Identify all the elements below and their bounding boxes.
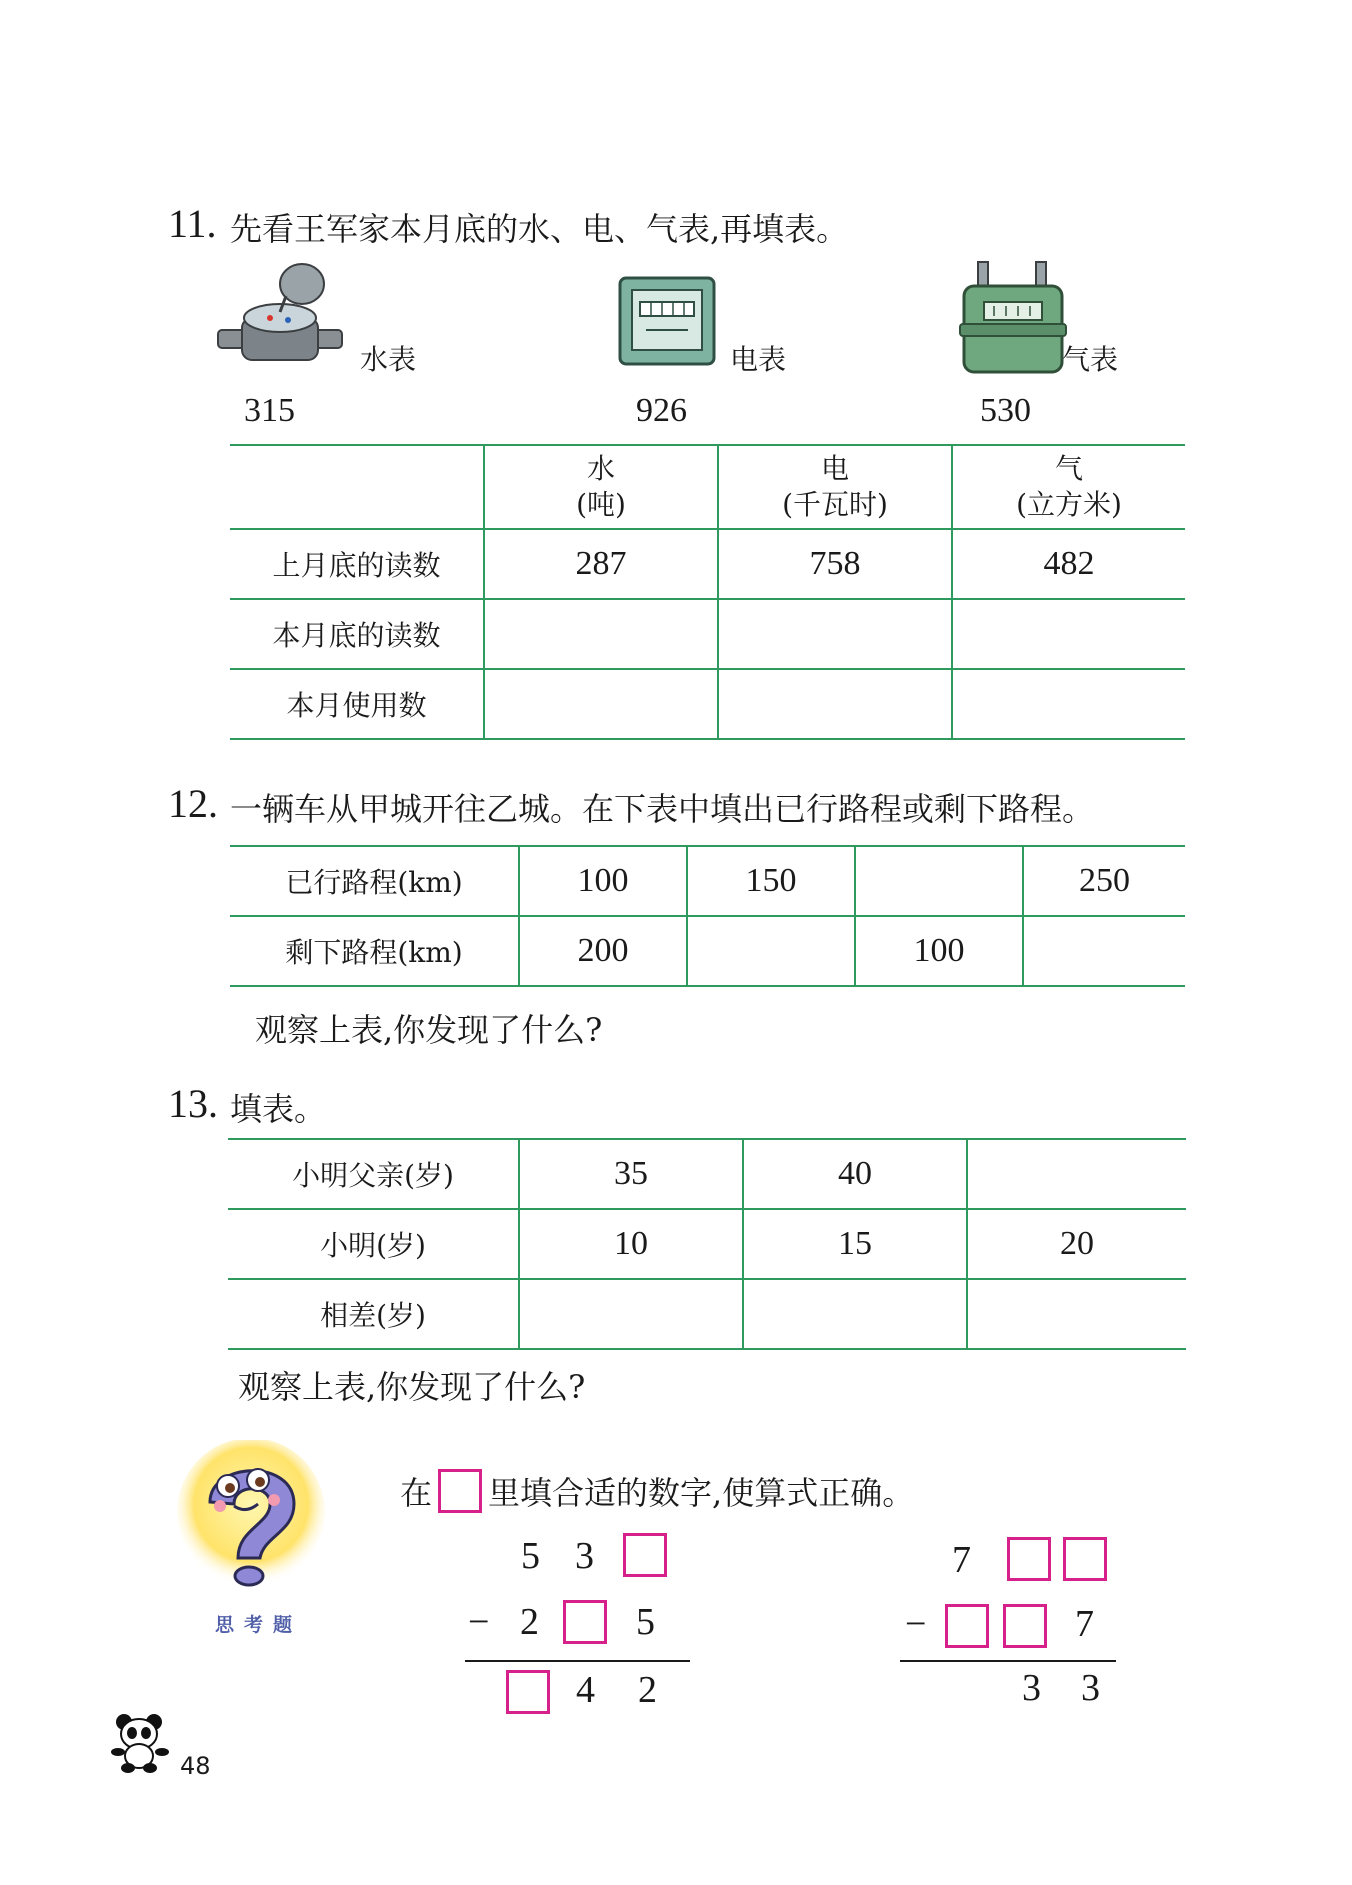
q11-table: [230, 444, 1185, 740]
q12-cell[interactable]: [687, 916, 855, 986]
q13-row-label: 小明父亲(岁): [228, 1139, 519, 1209]
right-mid-answer-box[interactable]: [1003, 1604, 1047, 1648]
example-answer-box: [438, 1469, 482, 1513]
q11-col-electric: [718, 445, 952, 529]
q12-text: 一辆车从甲城开往乙城。在下表中填出已行路程或剩下路程。: [230, 790, 1095, 828]
q11-row-usage: [230, 669, 1185, 739]
q13-cell[interactable]: 40: [743, 1139, 967, 1209]
left-mid-answer-box[interactable]: [563, 1600, 607, 1644]
q13-row-difference: [228, 1279, 1186, 1349]
q12-cell[interactable]: [855, 846, 1023, 916]
q12-row-label: 已行路程(km): [230, 846, 519, 916]
electric-meter-label: 电表: [730, 343, 787, 376]
right-mid-digit: 7: [1075, 1603, 1094, 1645]
q11-col-gas-unit: (立方米): [1016, 488, 1122, 521]
q11-col-electric-unit: (千瓦时): [782, 488, 888, 521]
q12-cell[interactable]: 100: [519, 846, 687, 916]
puzzle-instruction: [400, 1468, 914, 1514]
right-top-answer-box[interactable]: [1007, 1537, 1051, 1581]
electric-meter-reading: 926: [636, 392, 687, 429]
left-sum-line: [465, 1660, 690, 1662]
water-meter-icon: [214, 262, 346, 372]
q11-text: 先看王军家本月底的水、电、气表,再填表。: [230, 210, 849, 248]
left-top-answer-box[interactable]: [623, 1533, 667, 1577]
right-result-digit: 3: [1081, 1667, 1100, 1709]
q13-row-label: 小明(岁): [228, 1209, 519, 1279]
q11-col-gas-name: 气: [1054, 452, 1083, 485]
q11-cell[interactable]: 482: [952, 529, 1185, 599]
left-minus-sign: −: [468, 1601, 490, 1643]
gas-meter-icon: [958, 260, 1068, 378]
q11-row-this-month: [230, 599, 1185, 669]
q11-cell[interactable]: 758: [718, 529, 952, 599]
q11-answer-cell[interactable]: [952, 669, 1185, 739]
q13-answer-cell[interactable]: [743, 1279, 967, 1349]
thinking-question-badge: 思考题: [215, 1614, 303, 1636]
q12-row-traveled: [230, 846, 1185, 916]
right-top-digit: 7: [952, 1539, 971, 1581]
q13-cell[interactable]: 10: [519, 1209, 743, 1279]
question-mark-mascot-icon: [176, 1440, 326, 1606]
q11-answer-cell[interactable]: [484, 599, 718, 669]
q13-text: 填表。: [230, 1090, 327, 1128]
q12-number: 12.: [168, 781, 218, 826]
electric-meter-icon: [612, 272, 722, 370]
puzzle-text-after: 里填合适的数字,使算式正确。: [488, 1474, 915, 1512]
q11-answer-cell[interactable]: [484, 669, 718, 739]
q13-table: [228, 1138, 1186, 1350]
q11-cell[interactable]: 287: [484, 529, 718, 599]
gas-meter-reading: 530: [980, 392, 1031, 429]
q11-col-water: [484, 445, 718, 529]
q13-cell[interactable]: [967, 1139, 1186, 1209]
q12-cell[interactable]: 250: [1023, 846, 1185, 916]
right-result-digit: 3: [1022, 1667, 1041, 1709]
q11-col-electric-name: 电: [820, 452, 849, 485]
q12-cell[interactable]: 150: [687, 846, 855, 916]
q13-row-label: 相差(岁): [228, 1279, 519, 1349]
q11-number: 11.: [168, 201, 217, 246]
q11-row-label: 本月底的读数: [230, 599, 484, 669]
q11-corner-cell: [230, 445, 484, 529]
left-result-answer-box[interactable]: [506, 1670, 550, 1714]
page-number: 48: [180, 1752, 211, 1780]
right-minus-sign: −: [905, 1603, 927, 1645]
q12-row-label: 剩下路程(km): [230, 916, 519, 986]
q12-cell[interactable]: [1023, 916, 1185, 986]
q12-cell[interactable]: 100: [855, 916, 1023, 986]
q13-cell[interactable]: 20: [967, 1209, 1186, 1279]
q11-row-last-month: [230, 529, 1185, 599]
left-top-digit: 3: [575, 1535, 594, 1577]
right-mid-answer-box[interactable]: [945, 1604, 989, 1648]
q13-cell[interactable]: 15: [743, 1209, 967, 1279]
q13-row-xiaoming: [228, 1209, 1186, 1279]
q11-col-water-unit: (吨): [576, 488, 626, 521]
left-mid-digit: 2: [520, 1601, 539, 1643]
panda-icon: [110, 1712, 170, 1774]
q11-row-label: 本月使用数: [230, 669, 484, 739]
q11-answer-cell[interactable]: [718, 669, 952, 739]
q12-observe-prompt: 观察上表,你发现了什么?: [255, 1011, 603, 1049]
right-sum-line: [900, 1660, 1116, 1662]
q12-row-remaining: [230, 916, 1185, 986]
q13-observe-prompt: 观察上表,你发现了什么?: [238, 1368, 586, 1406]
q13-cell[interactable]: 35: [519, 1139, 743, 1209]
left-mid-digit: 5: [636, 1601, 655, 1643]
left-result-digit: 4: [576, 1669, 595, 1711]
q11-row-label: 上月底的读数: [230, 529, 484, 599]
q13-number: 13.: [168, 1081, 218, 1126]
q11-answer-cell[interactable]: [952, 599, 1185, 669]
left-result-digit: 2: [638, 1669, 657, 1711]
water-meter-reading: 315: [244, 392, 295, 429]
puzzle-text-before: 在: [400, 1474, 433, 1512]
q11-col-water-name: 水: [586, 452, 615, 485]
q13-answer-cell[interactable]: [967, 1279, 1186, 1349]
right-top-answer-box[interactable]: [1063, 1537, 1107, 1581]
gas-meter-label: 气表: [1062, 343, 1119, 376]
q13-row-father: [228, 1139, 1186, 1209]
left-top-digit: 5: [521, 1535, 540, 1577]
q12-cell[interactable]: 200: [519, 916, 687, 986]
q12-table: [230, 845, 1185, 987]
q11-answer-cell[interactable]: [718, 599, 952, 669]
water-meter-label: 水表: [360, 343, 417, 376]
q11-col-gas: [952, 445, 1185, 529]
q13-answer-cell[interactable]: [519, 1279, 743, 1349]
